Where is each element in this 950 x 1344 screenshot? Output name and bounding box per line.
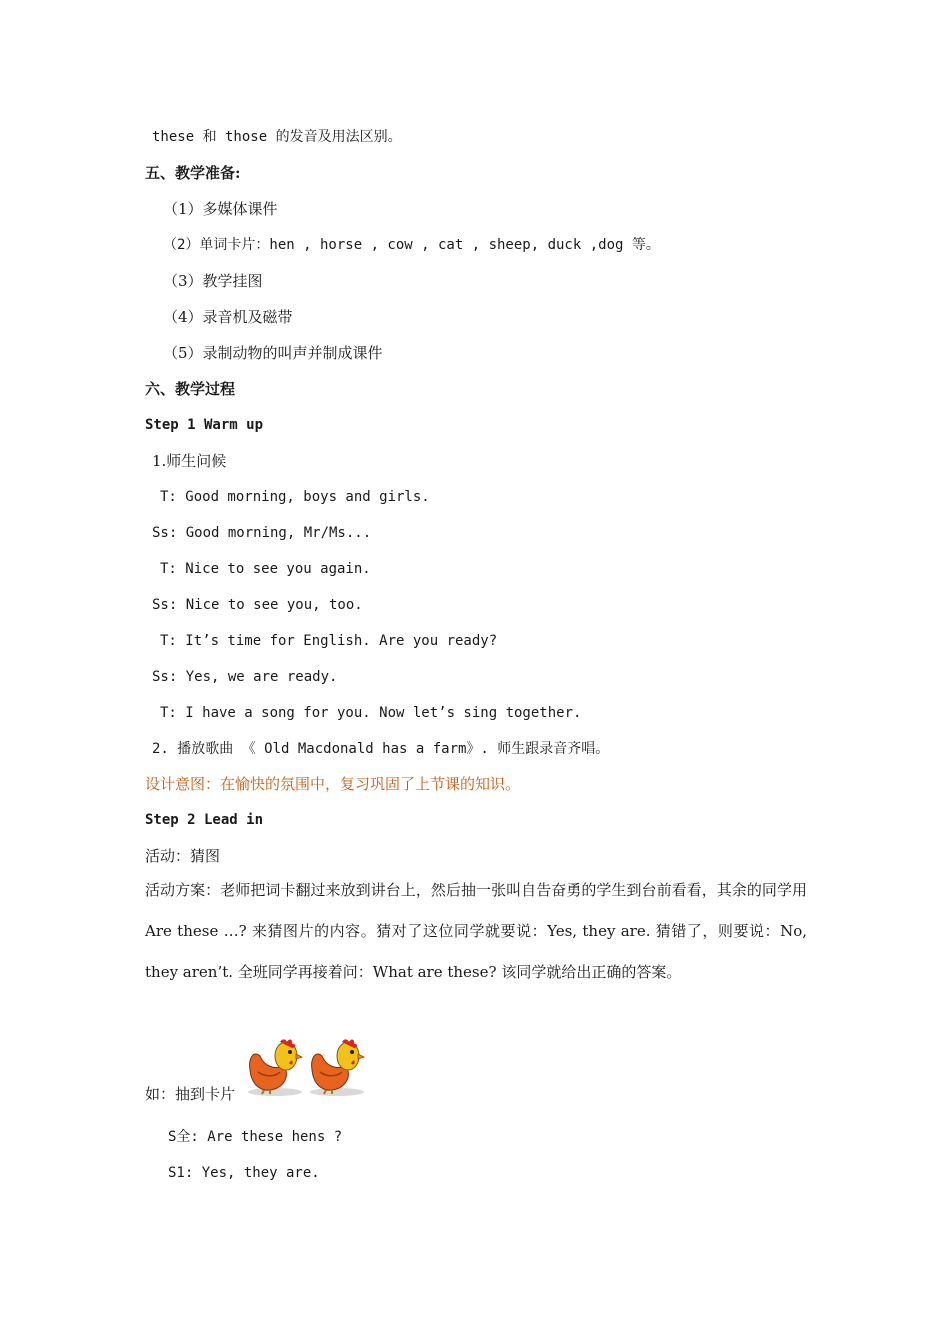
dialog-line-7: T: I have a song for you. Now let’s sing together.: [160, 705, 582, 721]
prep-item-3: （3）教学挂图: [163, 272, 263, 290]
design-intent: 设计意图：在愉快的氛围中，复习巩固了上节课的知识。: [145, 775, 521, 793]
dialog-line-3: T: Nice to see you again.: [160, 561, 371, 577]
prep-item-4: （4）录音机及磁带: [163, 308, 293, 326]
dialog-line-5: T: It’s time for English. Are you ready?: [160, 633, 498, 649]
step-2-title: Step 2 Lead in: [145, 812, 264, 828]
heading-prep: 五、教学准备:: [145, 164, 241, 182]
step-1-title: Step 1 Warm up: [145, 417, 264, 433]
answer-line: S1: Yes, they are.: [168, 1165, 320, 1181]
activity-plan: 活动方案：老师把词卡翻过来放到讲台上，然后抽一张叫自告奋勇的学生到台前看看，其余的同学用Are these …? 来猜图片的内容。猜对了这位同学就要说：Yes, they are. 猜错了，则要说：No, they aren’t. 全班同学再接着问：What are these? 该同学就给出正确的答案。: [145, 881, 807, 981]
text-these-those: these 和 those 的发音及用法区别。: [152, 129, 402, 145]
card-example-label: 如：抽到卡片: [145, 1085, 236, 1103]
hen-icon: [248, 1039, 302, 1096]
hen-illustration: [244, 1036, 368, 1098]
dialog-line-6: Ss: Yes, we are ready.: [152, 669, 338, 685]
prep-item-2: （2）单词卡片：hen , horse , cow , cat , sheep, duck ,dog 等。: [163, 237, 660, 253]
dialog-line-4: Ss: Nice to see you, too.: [152, 597, 363, 613]
greeting-label: 1.师生问候: [152, 452, 227, 470]
dialog-line-1: T: Good morning, boys and girls.: [160, 489, 430, 505]
prep-item-1: （1）多媒体课件: [163, 200, 278, 218]
song-instruction: 2. 播放歌曲 《 Old Macdonald has a farm》. 师生跟录音齐唱。: [152, 741, 610, 757]
hen-icon: [310, 1039, 364, 1096]
activity-label: 活动：猜图: [145, 847, 221, 865]
question-line: S全: Are these hens ?: [168, 1129, 343, 1145]
dialog-line-2: Ss: Good morning, Mr/Ms...: [152, 525, 372, 541]
heading-process: 六、教学过程: [145, 380, 236, 398]
prep-item-5: （5）录制动物的叫声并制成课件: [163, 344, 383, 362]
